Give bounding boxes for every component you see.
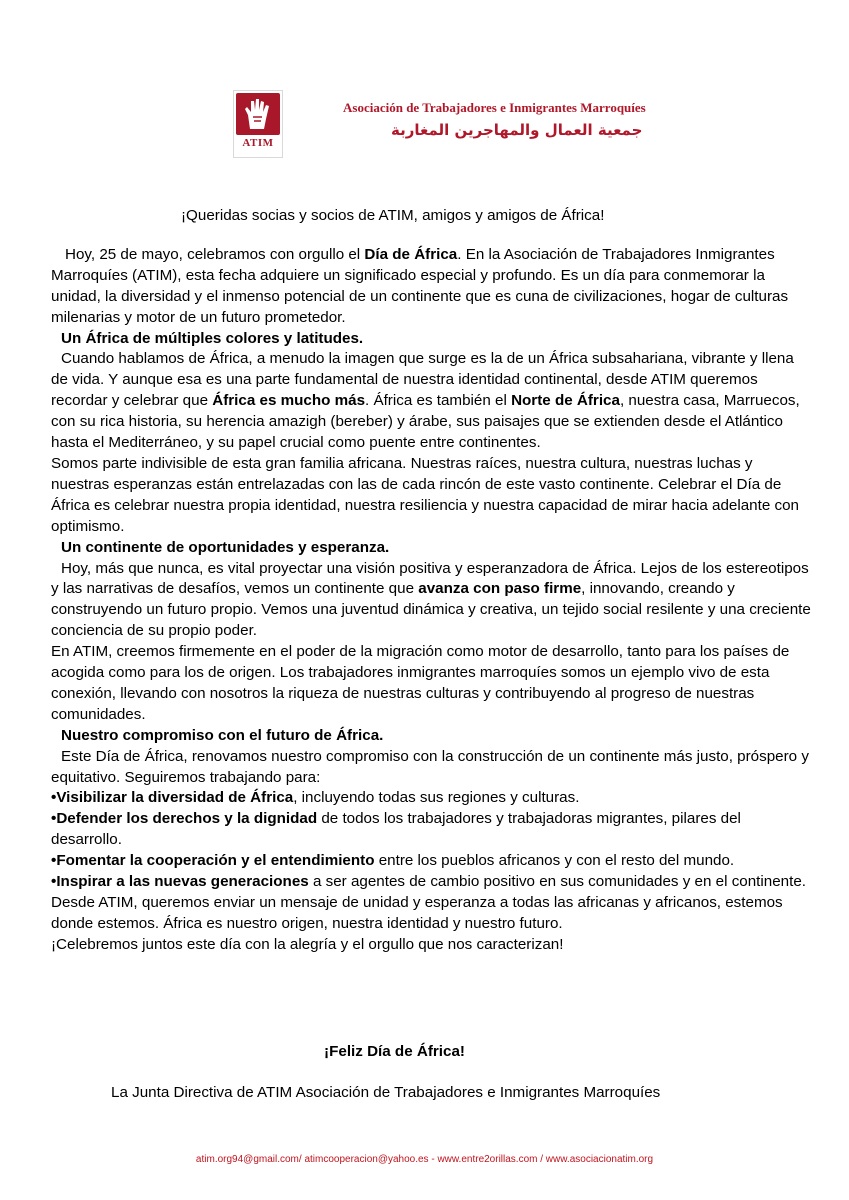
bullet-item xyxy=(51,872,811,893)
bullet-item xyxy=(51,851,811,872)
footer-contacts: atim.org94@gmail.com/ atimcooperacion@yahoo.es - www.entre2orillas.com / www.asociacionatim.org xyxy=(195,1154,654,1165)
section-heading-commitment: Nuestro compromiso con el futuro de África. xyxy=(61,726,384,744)
text-run: . África es también el xyxy=(365,392,512,410)
bullet-item xyxy=(51,788,811,809)
greeting: ¡Queridas socias y socios de ATIM, amigos y amigos de África! xyxy=(181,207,605,224)
text-run: , nuestra casa, Marruecos, con su rica historia, su herencia amazigh (bereber) y árabe, sus paisajes que se extienden desde el Atlántico hasta el Mediterráneo, y su papel crucial como puente entre continentes. xyxy=(51,392,800,452)
closing-line: ¡Feliz Día de África! xyxy=(324,1043,465,1060)
paragraph-africa-more xyxy=(51,349,811,454)
text-run: de todos los trabajadores y trabajadoras migrantes, pilares del desarrollo. xyxy=(51,810,741,849)
paragraph-commitment: Este Día de África, renovamos nuestro compromiso con la construcción de un continente más justo, próspero y equitativo. Seguiremos trabajando para: xyxy=(51,747,809,786)
letterhead xyxy=(233,90,673,160)
text-run: entre los pueblos africanos y con el resto del mundo. xyxy=(374,852,735,870)
text-run-bold: •Defender los derechos y la dignidad xyxy=(51,810,318,828)
text-run: . En la Asociación de Trabajadores Inmigrantes Marroquíes (ATIM), esta fecha adquiere un significado especial y profundo. Es un día para conmemorar la unidad, la diversidad y el inmenso potencial de un continente que es cuna de civilizaciones, hogar de culturas milenarias y motor de un futuro prometedor. xyxy=(51,245,789,326)
org-name-spanish: Asociación de Trabajadores e Inmigrantes Marroquíes xyxy=(343,100,646,115)
letter-body xyxy=(51,206,811,956)
paragraph-celebrate: ¡Celebremos juntos este día con la alegría y el orgullo que nos caracterizan! xyxy=(51,935,564,953)
text-run: Hoy, 25 de mayo, celebramos con orgullo el xyxy=(65,245,365,263)
text-run-bold: •Visibilizar la diversidad de África xyxy=(51,789,294,807)
text-run: , innovando, creando y construyendo un futuro propio. Vemos una juventud dinámica y creativa, un tejido social resilente y una creciente conciencia de su propio poder. xyxy=(51,580,811,640)
paragraph-family: Somos parte indivisible de esta gran familia africana. Nuestras raíces, nuestra cultura, nuestras luchas y nuestras esperanzas están entrelazadas con las de cada rincón de este vasto continente. Celebrar el Día de África es celebrar nuestra propia identidad, nuestra resiliencia y nuestra capacidad de mirar hacia adelante con optimismo. xyxy=(51,454,799,535)
paragraph-message: Desde ATIM, queremos enviar un mensaje de unidad y esperanza a todas las africanas y africanos, estemos donde estemos. África es nuestro origen, nuestra identidad y nuestro futuro. xyxy=(51,894,783,932)
logo-text: ATIM xyxy=(242,137,274,149)
atim-logo xyxy=(233,90,283,158)
org-name-arabic: جمعية العمال والمهاجرين المغاربة xyxy=(391,121,643,139)
text-run: Hoy, más que nunca, es vital proyectar una visión positiva y esperanzadora de África. Lejos de los estereotipos y las narrativas de desafíos, vemos un continente que xyxy=(51,559,809,598)
text-run-bold: Día de África xyxy=(364,245,458,263)
text-run-bold: avanza con paso firme xyxy=(418,580,582,598)
section-heading-opportunities: Un continente de oportunidades y esperanza. xyxy=(61,538,390,556)
section-heading-colors: Un África de múltiples colores y latitudes. xyxy=(61,329,364,347)
paragraph-intro xyxy=(51,245,811,329)
text-run: Cuando hablamos de África, a menudo la imagen que surge es la de un África subsahariana, vibrante y llena de vida. Y aunque esa es una parte fundamental de nuestra identidad continental, desde ATIM queremos recordar y celebrar que xyxy=(51,350,794,410)
text-run-bold: •Fomentar la cooperación y el entendimiento xyxy=(51,852,375,870)
text-run-bold: •Inspirar a las nuevas generaciones xyxy=(51,873,309,891)
text-run-bold: África es mucho más xyxy=(212,392,366,410)
signature: La Junta Directiva de ATIM Asociación de Trabajadores e Inmigrantes Marroquíes xyxy=(111,1084,661,1101)
bullet-item xyxy=(51,809,811,851)
text-run: a ser agentes de cambio positivo en sus comunidades y en el continente. xyxy=(308,873,807,891)
text-run-bold: Norte de África xyxy=(511,392,620,410)
paragraph-migration: En ATIM, creemos firmemente en el poder de la migración como motor de desarrollo, tanto para los países de acogida como para los de origen. Los trabajadores inmigrantes marroquíes somos un ejemplo vivo de esta conexión, llevando con nosotros la riqueza de nuestras culturas y contribuyendo al progreso de nuestras comunidades. xyxy=(51,643,790,723)
text-run: , incluyendo todas sus regiones y culturas. xyxy=(293,789,580,807)
hand-logo-icon xyxy=(236,93,280,135)
paragraph-vision xyxy=(51,559,811,643)
